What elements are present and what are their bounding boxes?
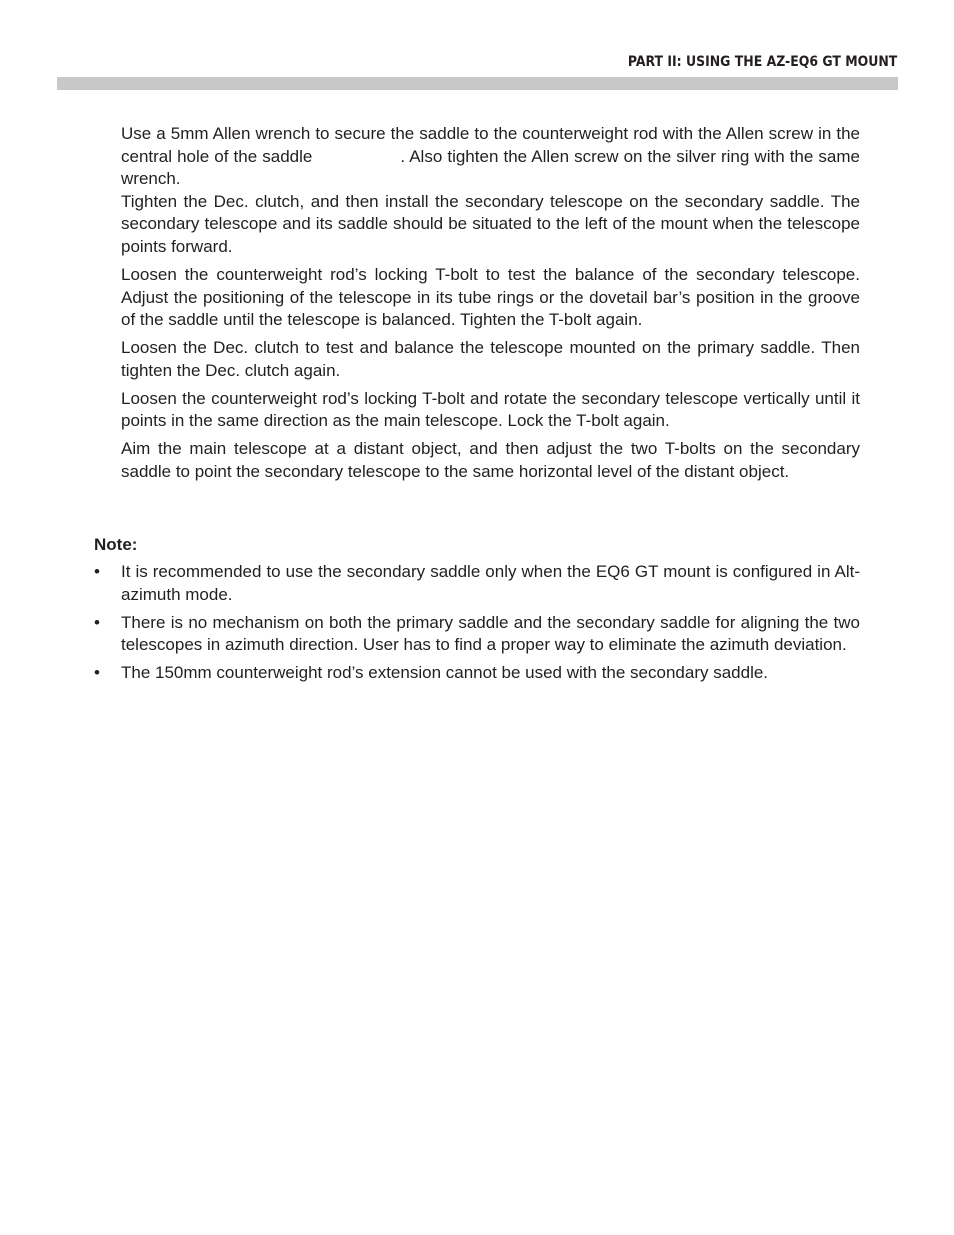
procedure-steps bbox=[121, 123, 860, 483]
step-paragraph bbox=[121, 123, 860, 191]
step-text-part: Use a 5mm Allen wrench to secure the saddle to the counterweight rod with the Allen screw in the central hole of the saddle bbox=[121, 124, 860, 166]
note-item-text: The 150mm counterweight rod’s extension cannot be used with the secondary saddle. bbox=[121, 663, 769, 683]
header-divider-bar bbox=[57, 77, 898, 90]
note-list-item bbox=[94, 662, 860, 685]
note-item-text: There is no mechanism on both the primary saddle and the secondary saddle for aligning the two telescopes in azimuth direction. User has to find a proper way to eliminate the azimuth deviation. bbox=[121, 612, 860, 655]
bullet-glyph: • bbox=[94, 663, 100, 683]
note-item-text: It is recommended to use the secondary saddle only when the EQ6 GT mount is configured in Alt-azimuth mode. bbox=[121, 562, 860, 604]
step-text-part: . Also tighten the Allen screw on the silver ring with the same wrench. bbox=[121, 146, 860, 189]
bullet-glyph: • bbox=[94, 562, 100, 581]
bullet-glyph: • bbox=[94, 612, 100, 632]
note-heading: Note: bbox=[94, 535, 138, 554]
step-paragraph: Aim the main telescope at a distant object, and then adjust the two T-bolts on the secondary saddle to point the secondary telescope to the same horizontal level of the distant object. bbox=[121, 439, 860, 481]
note-list-item bbox=[94, 561, 860, 606]
note-list-item bbox=[94, 612, 860, 657]
note-list bbox=[94, 561, 860, 690]
step-paragraph: Loosen the counterweight rod’s locking T-bolt to test the balance of the secondary telescope. Adjust the positioning of the telescope in its tube rings or the dovetail bar’s position in the groove of the saddle until the telescope is balanced. Tighten the T-bolt again. bbox=[121, 264, 860, 330]
section-title: PART II: USING THE AZ-EQ6 GT MOUNT bbox=[627, 54, 897, 70]
step-paragraph: Tighten the Dec. clutch, and then install the secondary telescope on the secondary saddle. The secondary telescope and its saddle should be situated to the left of the mount when the telescope points forward. bbox=[121, 191, 860, 256]
step-paragraph: Loosen the counterweight rod’s locking T-bolt and rotate the secondary telescope vertically until it points in the same direction as the main telescope. Lock the T-bolt again. bbox=[121, 388, 860, 431]
step-paragraph: Loosen the Dec. clutch to test and balance the telescope mounted on the primary saddle. Then tighten the Dec. clutch again. bbox=[121, 338, 860, 380]
